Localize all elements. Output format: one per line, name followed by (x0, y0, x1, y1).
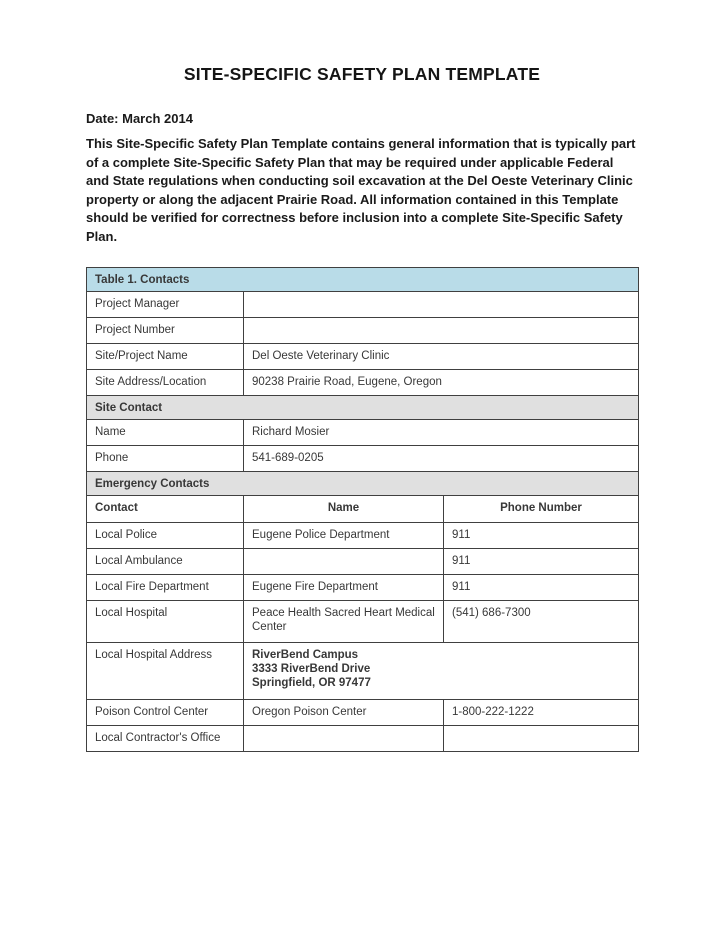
address-line: 3333 RiverBend Drive (252, 662, 371, 675)
label-cell: Local Hospital Address (87, 642, 244, 699)
value-cell (244, 317, 639, 343)
label-cell: Project Manager (87, 291, 244, 317)
label-cell: Site Address/Location (87, 369, 244, 395)
name-cell (244, 548, 444, 574)
value-cell: 541-689-0205 (244, 445, 639, 471)
label-cell: Site/Project Name (87, 343, 244, 369)
table-row-project-number (87, 317, 639, 343)
section-title: Site Contact (87, 395, 639, 419)
value-cell: Del Oeste Veterinary Clinic (244, 343, 639, 369)
section-title: Emergency Contacts (87, 471, 639, 495)
table-title-row (87, 267, 639, 291)
contact-cell: Local Hospital (87, 600, 244, 642)
name-cell: Oregon Poison Center (244, 699, 444, 725)
table-row-local-police (87, 522, 639, 548)
value-cell: 90238 Prairie Road, Eugene, Oregon (244, 369, 639, 395)
name-cell: Eugene Fire Department (244, 574, 444, 600)
column-header-name: Name (244, 495, 444, 522)
contact-cell: Local Fire Department (87, 574, 244, 600)
address-line: Springfield, OR 97477 (252, 676, 371, 689)
table-row-poison-control-center (87, 699, 639, 725)
emergency-column-header-row (87, 495, 639, 522)
phone-cell: 911 (444, 548, 639, 574)
date-line: Date: March 2014 (86, 111, 193, 126)
section-header-emergency-contacts (87, 471, 639, 495)
address-line: RiverBend Campus (252, 648, 359, 661)
column-header-phone: Phone Number (444, 495, 639, 522)
value-cell: Richard Mosier (244, 419, 639, 445)
table-row-contact-phone (87, 445, 639, 471)
column-header-contact: Contact (87, 495, 244, 522)
hospital-address-cell (244, 642, 639, 699)
label-cell: Phone (87, 445, 244, 471)
name-cell: Peace Health Sacred Heart Medical Center (244, 600, 444, 642)
phone-cell: (541) 686-7300 (444, 600, 639, 642)
table-row-site-project-name (87, 343, 639, 369)
table-row-contact-name (87, 419, 639, 445)
section-header-site-contact (87, 395, 639, 419)
contact-cell: Poison Control Center (87, 699, 244, 725)
name-cell (244, 725, 444, 751)
table-row-local-fire-department (87, 574, 639, 600)
phone-cell (444, 725, 639, 751)
contact-cell: Local Ambulance (87, 548, 244, 574)
table-row-local-hospital-address (87, 642, 639, 699)
page-title: SITE-SPECIFIC SAFETY PLAN TEMPLATE (183, 64, 541, 84)
table-row-local-hospital (87, 600, 639, 642)
contacts-table (86, 267, 639, 752)
intro-paragraph: This Site-Specific Safety Plan Template contains general information that is typically part of a complete Site-Specific Safety Plan that may be required under applicable Federal and State regulations when conducting soil excavation at the Del Oeste Veterinary Clinic property or along the adjacent Prairie Road. All information contained in this Template should be verified for correctness before inclusion into a complete Site-Specific Safety Plan. (86, 136, 636, 244)
phone-cell: 1-800-222-1222 (444, 699, 639, 725)
name-cell: Eugene Police Department (244, 522, 444, 548)
value-cell (244, 291, 639, 317)
label-cell: Name (87, 419, 244, 445)
table-row-project-manager (87, 291, 639, 317)
phone-cell: 911 (444, 522, 639, 548)
table-row-site-address (87, 369, 639, 395)
table-title: Table 1. Contacts (87, 267, 639, 291)
phone-cell: 911 (444, 574, 639, 600)
table-row-local-ambulance (87, 548, 639, 574)
table-row-local-contractors-office (87, 725, 639, 751)
label-cell: Project Number (87, 317, 244, 343)
contact-cell: Local Police (87, 522, 244, 548)
contact-cell: Local Contractor's Office (87, 725, 244, 751)
